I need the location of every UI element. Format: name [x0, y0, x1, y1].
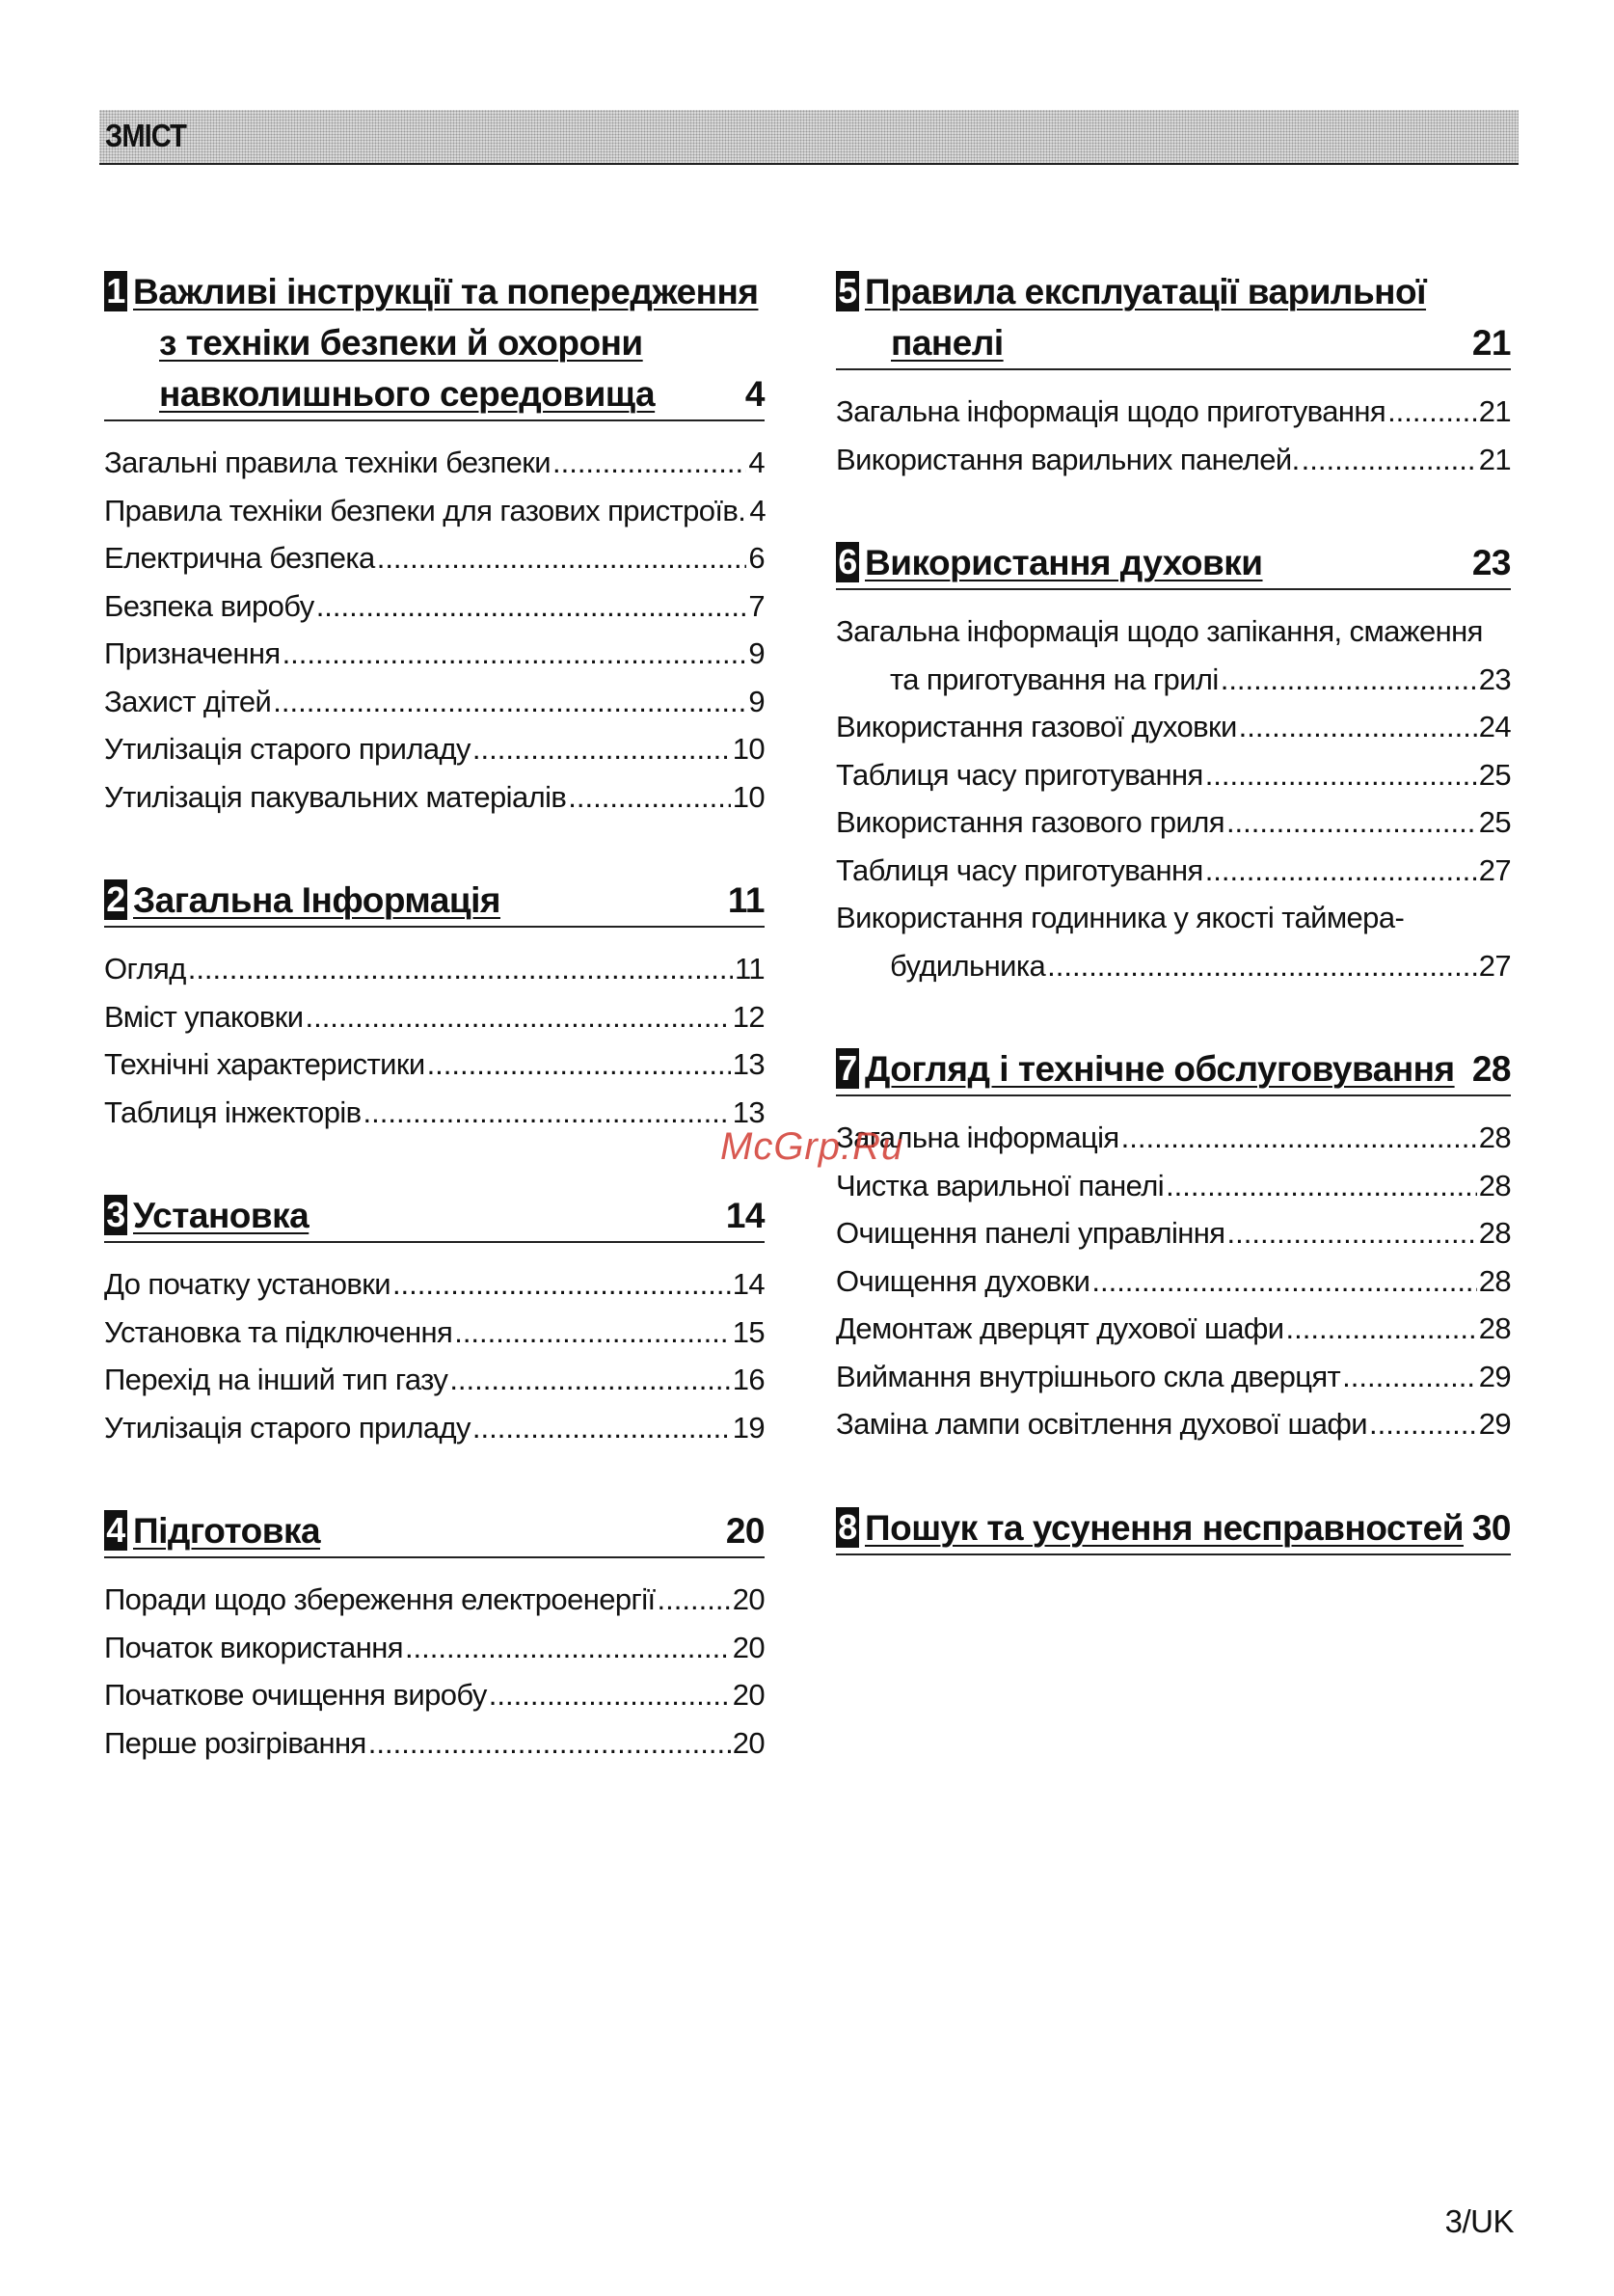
toc-section-6 — [836, 537, 1511, 989]
dot-leader — [1205, 751, 1477, 799]
toc-entry-page: 9 — [748, 636, 765, 670]
section-number-badge: 5 — [836, 271, 859, 311]
section-gap — [836, 483, 1511, 537]
dot-leader — [282, 630, 747, 678]
toc-entry-title: Утилізація пакувальних матеріалів — [104, 779, 567, 814]
toc-entry[interactable] — [104, 993, 765, 1041]
dot-leader — [1302, 436, 1477, 484]
toc-entry[interactable] — [104, 725, 765, 773]
toc-entry[interactable] — [104, 773, 765, 822]
toc-entry-page: 6 — [748, 541, 765, 575]
toc-entry-page: 25 — [1478, 757, 1511, 792]
dot-leader — [1091, 1257, 1476, 1306]
toc-entry-title: Демонтаж дверцят духової шафи — [836, 1311, 1284, 1345]
section-title-text: Важливі інструкції та попередження — [133, 272, 759, 311]
dot-leader — [489, 1671, 731, 1719]
section-page-number: 21 — [1471, 323, 1511, 363]
toc-entry-title: Поради щодо збереження електроенергії — [104, 1582, 656, 1616]
toc-entry-title: Перехід на інший тип газу — [104, 1363, 448, 1396]
dot-leader — [1047, 942, 1477, 990]
dot-leader — [1226, 798, 1477, 847]
section-title-text: Правила експлуатації варильної — [865, 272, 1427, 311]
section-heading-line — [104, 1505, 765, 1556]
page-number: 3/UK — [1444, 2203, 1514, 2239]
toc-entry-title: Таблиця часу приготування — [836, 852, 1203, 887]
toc-entry[interactable] — [104, 1356, 765, 1404]
toc-entry-title: Початкове очищення виробу — [104, 1678, 487, 1712]
page-title: ЗМІСТ — [105, 118, 187, 153]
toc-entry-title: До початку установки — [104, 1267, 390, 1301]
section-gap — [836, 1448, 1511, 1502]
toc-entry-page: 11 — [735, 952, 765, 986]
dot-leader — [1205, 847, 1477, 895]
toc-entry-page: 13 — [732, 1094, 765, 1129]
toc-section-1 — [104, 266, 765, 821]
toc-entry-title: та приготування на грилі — [890, 662, 1219, 696]
toc-entry[interactable] — [104, 1260, 765, 1309]
section-number-badge: 6 — [836, 542, 859, 582]
section-title-text: навколишнього середовища — [159, 374, 656, 414]
toc-entry-title: Очищення духовки — [836, 1263, 1090, 1298]
toc-entry[interactable] — [836, 1257, 1511, 1306]
toc-entry-page: 20 — [732, 1582, 765, 1616]
toc-entry-page: 10 — [732, 779, 765, 814]
section-number-badge: 3 — [104, 1195, 127, 1235]
dot-leader — [1342, 1353, 1477, 1401]
toc-entry-title: Використання газового гриля — [836, 805, 1224, 839]
toc-entry-continuation[interactable] — [836, 942, 1511, 990]
toc-entry-page: 16 — [732, 1363, 765, 1396]
section-heading[interactable] — [104, 266, 765, 421]
dot-leader — [305, 993, 730, 1041]
dot-leader — [188, 945, 733, 993]
toc-entry[interactable] — [836, 436, 1511, 484]
toc-entry-list — [836, 1114, 1511, 1448]
toc-entry-title: Захист дітей — [104, 684, 272, 718]
section-number-badge: 2 — [104, 879, 127, 920]
toc-entry-title: Використання газової духовки — [836, 710, 1237, 743]
toc-entry[interactable] — [836, 751, 1511, 799]
toc-entry-page: 4 — [748, 446, 765, 479]
dot-leader — [405, 1624, 731, 1672]
dot-leader — [273, 678, 746, 726]
section-title-text: Загальна Інформація — [133, 880, 501, 920]
toc-entry[interactable] — [836, 798, 1511, 847]
toc-entry-list — [836, 608, 1511, 989]
toc-entry-page: 27 — [1478, 948, 1511, 983]
toc-entry-title: Технічні характеристики — [104, 1047, 425, 1081]
toc-entry[interactable] — [104, 678, 765, 726]
toc-entry-list — [836, 388, 1511, 483]
section-gap — [104, 1136, 765, 1190]
toc-entry[interactable] — [104, 487, 765, 535]
toc-entry[interactable] — [836, 1162, 1511, 1210]
toc-entry[interactable] — [104, 1404, 765, 1452]
section-gap — [104, 1451, 765, 1505]
toc-entry-title: будильника — [890, 948, 1046, 983]
dot-leader — [1369, 1400, 1477, 1448]
toc-entry-title: Чистка варильної панелі — [836, 1168, 1165, 1202]
toc-entry-title: Огляд — [104, 952, 186, 986]
toc-entry-title: Загальна інформація — [836, 1121, 1119, 1154]
toc-column-left — [104, 266, 765, 1767]
toc-entry[interactable] — [836, 847, 1511, 895]
section-heading-line — [104, 317, 765, 368]
section-heading-line — [836, 266, 1511, 317]
dot-leader — [427, 1040, 731, 1089]
toc-entry-title: Утилізація старого приладу — [104, 1410, 471, 1445]
toc-entry-page: 15 — [732, 1314, 765, 1349]
section-number-badge: 4 — [104, 1510, 127, 1551]
section-heading-line — [104, 266, 765, 317]
dot-leader — [1387, 388, 1477, 436]
toc-entry-title: Заміна лампи освітлення духової шафи — [836, 1407, 1367, 1441]
dot-leader — [552, 439, 746, 487]
toc-entry-page: 25 — [1478, 805, 1511, 839]
dot-leader — [1227, 1209, 1477, 1257]
contents-title-bar — [99, 110, 1519, 165]
toc-entry-title: Виймання внутрішнього скла дверцят — [836, 1359, 1341, 1393]
dot-leader — [449, 1356, 730, 1404]
toc-section-8 — [836, 1502, 1511, 1555]
dot-leader — [316, 582, 747, 631]
toc-entry-title: Початок використання — [104, 1630, 403, 1664]
toc-entry-page: 28 — [1478, 1121, 1511, 1154]
dot-leader — [1221, 656, 1477, 704]
section-title-text: Підготовка — [133, 1511, 321, 1551]
toc-entry[interactable] — [836, 608, 1511, 656]
toc-entry-title: Загальна інформація щодо приготування — [836, 394, 1386, 428]
toc-section-5 — [836, 266, 1511, 483]
dot-leader — [568, 773, 730, 822]
dot-leader — [472, 725, 731, 773]
toc-entry-page: 27 — [1478, 852, 1511, 887]
toc-entry[interactable] — [836, 1400, 1511, 1448]
dot-leader — [658, 1576, 731, 1624]
section-number-badge: 8 — [836, 1507, 859, 1548]
dot-leader — [363, 1089, 731, 1137]
toc-section-7 — [836, 1043, 1511, 1448]
dot-leader — [1286, 1305, 1477, 1353]
toc-section-3 — [104, 1190, 765, 1451]
toc-entry-page: 20 — [732, 1678, 765, 1712]
toc-entry-page: 29 — [1478, 1407, 1511, 1441]
toc-entry[interactable] — [836, 1114, 1511, 1162]
toc-entry-title: Електрична безпека — [104, 541, 375, 575]
dot-leader — [368, 1719, 731, 1768]
toc-entry-continuation[interactable] — [836, 656, 1511, 704]
toc-entry-page: 28 — [1478, 1263, 1511, 1298]
section-gap — [104, 821, 765, 875]
toc-entry-list — [104, 439, 765, 821]
toc-entry[interactable] — [836, 703, 1511, 751]
toc-entry-title: Утилізація старого приладу — [104, 732, 471, 766]
dot-leader — [472, 1404, 731, 1452]
toc-section-2 — [104, 875, 765, 1136]
section-heading[interactable] — [836, 266, 1511, 370]
dot-leader — [1166, 1162, 1477, 1210]
toc-entry[interactable] — [836, 1305, 1511, 1353]
toc-entry-title: Загальні правила техніки безпеки — [104, 446, 551, 479]
toc-entry[interactable] — [104, 1576, 765, 1624]
toc-entry-title: Загальна інформація щодо запікання, смаження — [836, 614, 1483, 648]
dot-leader — [377, 534, 747, 582]
toc-entry-page: 4 — [749, 493, 766, 527]
toc-entry-title: Використання варильних панелей. — [836, 442, 1300, 476]
toc-entry-page: 21 — [1478, 394, 1511, 428]
toc-entry[interactable] — [104, 582, 765, 631]
toc-entry-page: 19 — [732, 1410, 765, 1445]
toc-entry-title: Вміст упаковки — [104, 999, 304, 1034]
toc-entry-page: 7 — [748, 588, 765, 623]
toc-entry-title: Установка та підключення — [104, 1314, 453, 1349]
toc-entry-list — [104, 1260, 765, 1451]
section-title-text: панелі — [891, 323, 1004, 363]
section-page-number: 4 — [744, 374, 765, 414]
section-heading[interactable] — [104, 875, 765, 928]
section-page-number: 11 — [727, 880, 765, 920]
toc-entry-title: Безпека виробу — [104, 588, 314, 623]
dot-leader — [1239, 703, 1477, 751]
toc-entry-page: 9 — [748, 684, 765, 718]
toc-entry-title: Перше розігрівання — [104, 1725, 366, 1760]
section-title-text: Установка — [133, 1196, 309, 1235]
section-page-number: 14 — [725, 1196, 765, 1235]
section-page-number: 30 — [1471, 1507, 1511, 1548]
toc-entry[interactable] — [836, 894, 1511, 942]
toc-entry[interactable] — [104, 1719, 765, 1768]
section-heading[interactable] — [104, 1505, 765, 1558]
toc-entry-page: 10 — [732, 732, 765, 766]
toc-entry-page: 13 — [732, 1047, 765, 1081]
toc-entry[interactable] — [104, 1089, 765, 1137]
toc-entry[interactable] — [836, 388, 1511, 436]
toc-entry-title: Таблиця часу приготування — [836, 757, 1203, 792]
toc-entry-page: 28 — [1478, 1216, 1511, 1250]
toc-entry-page: 14 — [732, 1267, 765, 1301]
toc-entry-list — [104, 1576, 765, 1767]
section-heading-line — [104, 875, 765, 926]
toc-entry-page: 20 — [732, 1725, 765, 1760]
toc-entry-page: 23 — [1478, 662, 1511, 696]
section-page-number: 28 — [1471, 1049, 1511, 1089]
toc-entry[interactable] — [104, 1671, 765, 1719]
section-title-text: з техніки безпеки й охорони — [159, 323, 643, 363]
toc-entry-title: Правила техніки безпеки для газових пристроїв. — [104, 493, 746, 527]
section-heading-line — [836, 1502, 1511, 1553]
toc-entry-page: 12 — [732, 999, 765, 1034]
section-heading-line — [104, 1190, 765, 1241]
section-title-text: Використання духовки — [865, 543, 1263, 582]
section-heading-line — [836, 317, 1511, 368]
section-heading-line — [836, 1043, 1511, 1094]
section-heading-line — [104, 368, 765, 419]
toc-entry[interactable] — [836, 1209, 1511, 1257]
toc-entry-page: 21 — [1478, 442, 1511, 476]
toc-entry-title: Таблиця інжекторів — [104, 1094, 362, 1129]
section-heading[interactable] — [836, 1043, 1511, 1096]
section-title-text: Пошук та усунення несправностей — [865, 1507, 1464, 1548]
toc-entry-title: Призначення — [104, 636, 281, 670]
toc-entry[interactable] — [104, 439, 765, 487]
section-page-number: 23 — [1471, 543, 1511, 582]
section-heading-line — [836, 537, 1511, 588]
section-number-badge: 1 — [104, 271, 127, 311]
toc-entry-title: Використання годинника у якості таймера- — [836, 901, 1405, 934]
toc-entry[interactable] — [104, 1040, 765, 1089]
dot-leader — [392, 1260, 731, 1309]
section-page-number: 20 — [725, 1511, 765, 1551]
toc-entry[interactable] — [104, 1309, 765, 1357]
toc-entry-page: 20 — [732, 1630, 765, 1664]
section-title-text: Догляд і технічне обслуговування — [865, 1049, 1455, 1089]
section-number-badge: 7 — [836, 1048, 859, 1089]
section-heading[interactable] — [836, 537, 1511, 590]
toc-entry[interactable] — [836, 1353, 1511, 1401]
toc-entry[interactable] — [104, 945, 765, 993]
section-heading[interactable] — [836, 1502, 1511, 1555]
toc-entry[interactable] — [104, 534, 765, 582]
toc-entry-page: 28 — [1478, 1311, 1511, 1345]
dot-leader — [1121, 1114, 1477, 1162]
toc-entry-list — [104, 945, 765, 1136]
toc-entry-page: 29 — [1478, 1359, 1511, 1393]
toc-section-4 — [104, 1505, 765, 1767]
watermark: McGrp.Ru — [720, 1125, 904, 1168]
section-gap — [836, 989, 1511, 1043]
toc-column-right — [836, 266, 1511, 1555]
toc-entry[interactable] — [104, 1624, 765, 1672]
dot-leader — [454, 1309, 731, 1357]
toc-entry[interactable] — [104, 630, 765, 678]
section-heading[interactable] — [104, 1190, 765, 1243]
toc-entry-page: 24 — [1478, 710, 1511, 743]
toc-entry-page: 28 — [1478, 1168, 1511, 1202]
toc-entry-title: Очищення панелі управління — [836, 1216, 1225, 1250]
